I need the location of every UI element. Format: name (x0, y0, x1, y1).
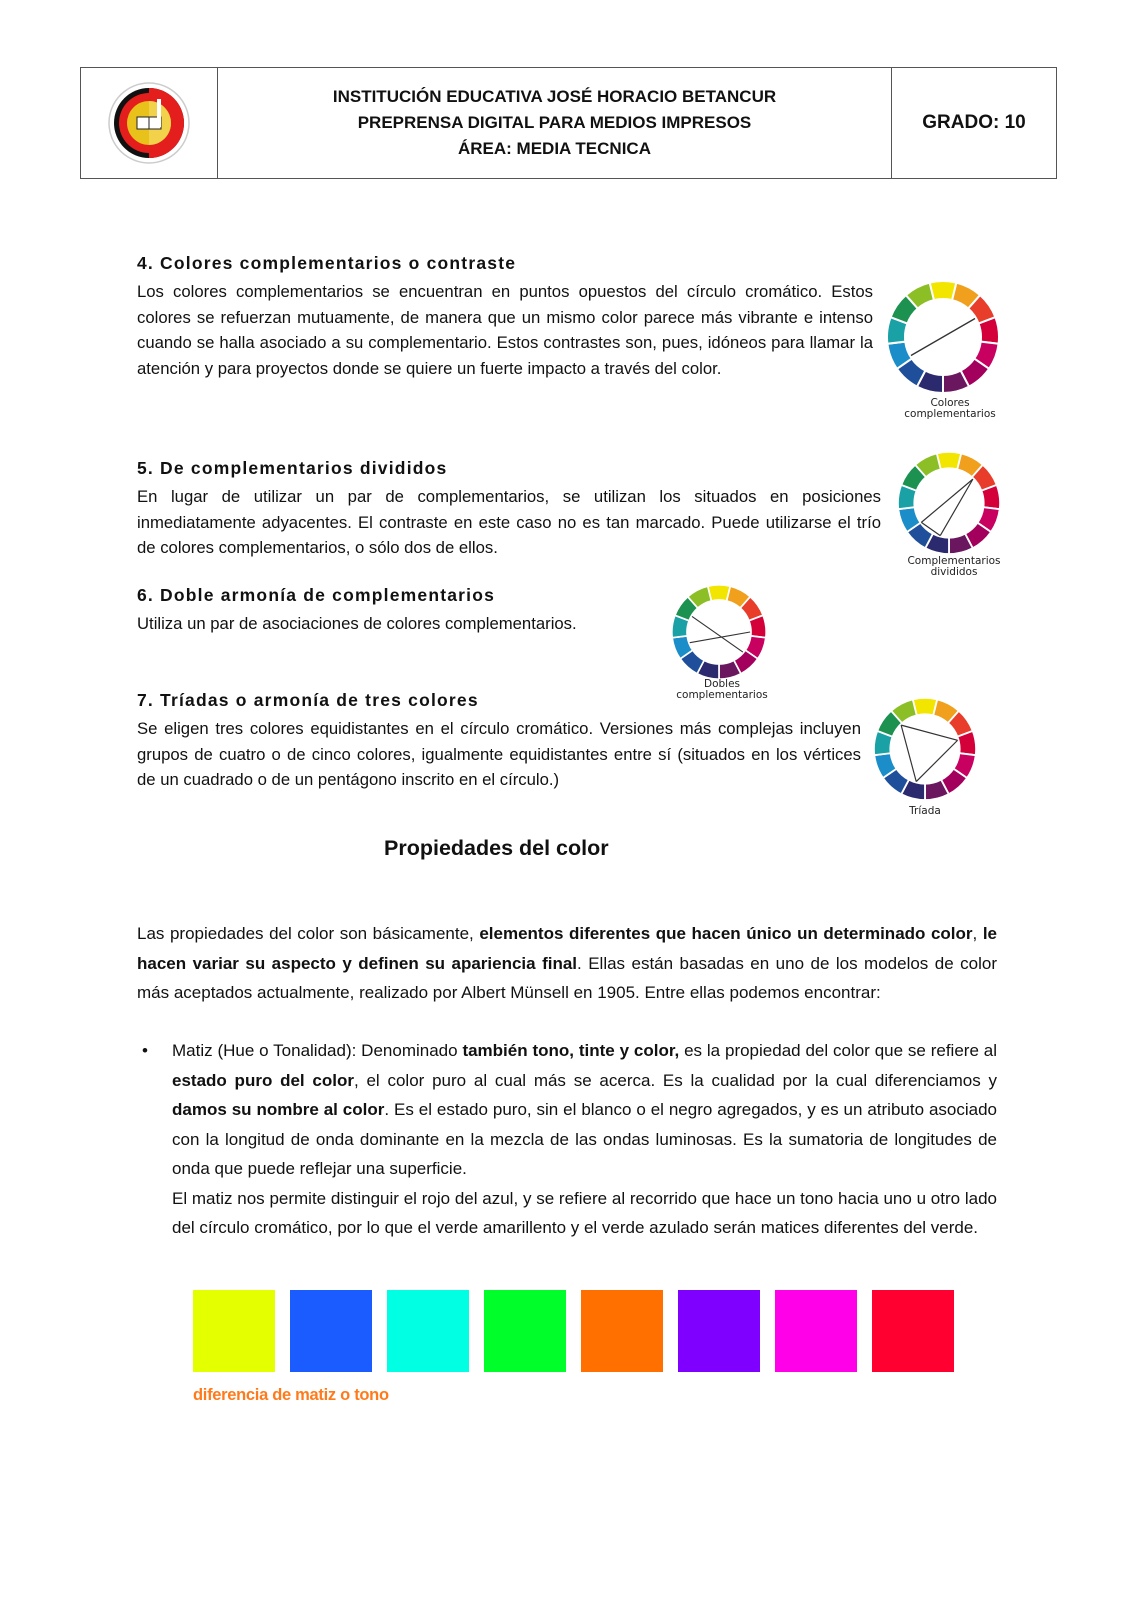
split-complementary-color-wheel (897, 451, 1001, 555)
school-seal-icon (107, 81, 191, 165)
hue-swatch (484, 1290, 566, 1372)
section-5-text: En lugar de utilizar un par de complementarios, se utilizan los situados en posiciones inmediatamente adyacentes. El contraste en este caso no es tan marcado. Puede utilizarse el trío de colores complementarios, o sólo dos de ellos. (137, 487, 881, 557)
document-header (80, 67, 1057, 179)
section-4-title: 4. Colores complementarios o contraste (137, 253, 517, 273)
complementary-wheel-caption: Colores complementarios (904, 397, 996, 420)
section-4-text: Los colores complementarios se encuentran en puntos opuestos del círculo cromático. Estos colores se refuerzan mutuamente, de manera que un mismo color parece más vibrante e intenso cuando se halla asociado a su complementario. Estos contrastes son, pues, idóneos para llamar la atención y para proyectos donde se quiere un fuerte impacto a través del color. (137, 282, 873, 378)
section-7-text: Se eligen tres colores equidistantes en el círculo cromático. Versiones más complejas incluyen grupos de cuatro o de cinco colores, igualmente equidistantes entre sí (situados en los vértices de un cuadrado o de un pentágono inscrito en el círculo.) (137, 719, 861, 789)
hue-swatch (581, 1290, 663, 1372)
matiz-definition (172, 1036, 997, 1243)
hue-swatch-row (193, 1290, 954, 1372)
header-title (218, 68, 891, 178)
section-6-text: Utiliza un par de asociaciones de colores complementarios. (137, 614, 577, 633)
hue-swatch-caption: diferencia de matiz o tono (193, 1386, 389, 1404)
wheel-center (688, 601, 750, 663)
course-name: PREPRENSA DIGITAL PARA MEDIOS IMPRESOS (357, 113, 752, 132)
hue-swatch (678, 1290, 760, 1372)
school-logo (81, 68, 218, 178)
hue-swatch (193, 1290, 275, 1372)
triad-color-wheel (873, 697, 977, 801)
properties-intro: Las propiedades del color son básicamente, elementos diferentes que hacen único un determinado color, le hacen variar su aspecto y definen su apariencia final. Ellas están basadas en uno de los modelos de color más aceptados actualmente, realizado por Albert Münsell en 1905. Entre ellas podemos encontrar: (137, 924, 997, 1002)
hue-swatch (290, 1290, 372, 1372)
matiz-paragraph-2: El matiz nos permite distinguir el rojo del azul, y se refiere al recorrido que hace un tono hacia uno u otro lado del círculo cromático, por lo que el verde amarillento y el verde azulado serán matices diferentes del verde. (172, 1188, 997, 1237)
properties-heading: Propiedades del color (384, 836, 609, 860)
section-7-title: 7. Tríadas o armonía de tres colores (137, 690, 479, 710)
hue-swatch (387, 1290, 469, 1372)
grade-label: GRADO: 10 (891, 68, 1056, 178)
triad-wheel-caption: Tríada (909, 805, 941, 817)
double-complementary-wheel-caption: Dobles complementarios (676, 678, 768, 701)
hue-swatch (775, 1290, 857, 1372)
area-name: ÁREA: MEDIA TECNICA (458, 139, 651, 158)
matiz-paragraph-1: Matiz (Hue o Tonalidad): Denominado también tono, tinte y color, es la propiedad del color que se refiere al estado puro del color, el color puro al cual más se acerca. Es la cualidad por la cual diferenciamos y damos su nombre al color. Es el estado puro, sin el blanco o el negro agregados, y es un atributo asociado con la longitud de onda dominante en la mezcla de las ondas luminosas. Es la sumatoria de longitudes de onda que puede reflejar una superficie. (172, 1041, 997, 1178)
double-complementary-color-wheel (671, 584, 767, 680)
section-5-title: 5. De complementarios divididos (137, 458, 448, 478)
split-complementary-wheel-caption: Complementarios divididos (907, 555, 1001, 578)
section-6-title: 6. Doble armonía de complementarios (137, 585, 496, 605)
institution-name: INSTITUCIÓN EDUCATIVA JOSÉ HORACIO BETANCUR (332, 87, 777, 106)
hue-swatch (872, 1290, 954, 1372)
bullet-icon: • (142, 1041, 148, 1060)
complementary-color-wheel (886, 280, 1000, 394)
